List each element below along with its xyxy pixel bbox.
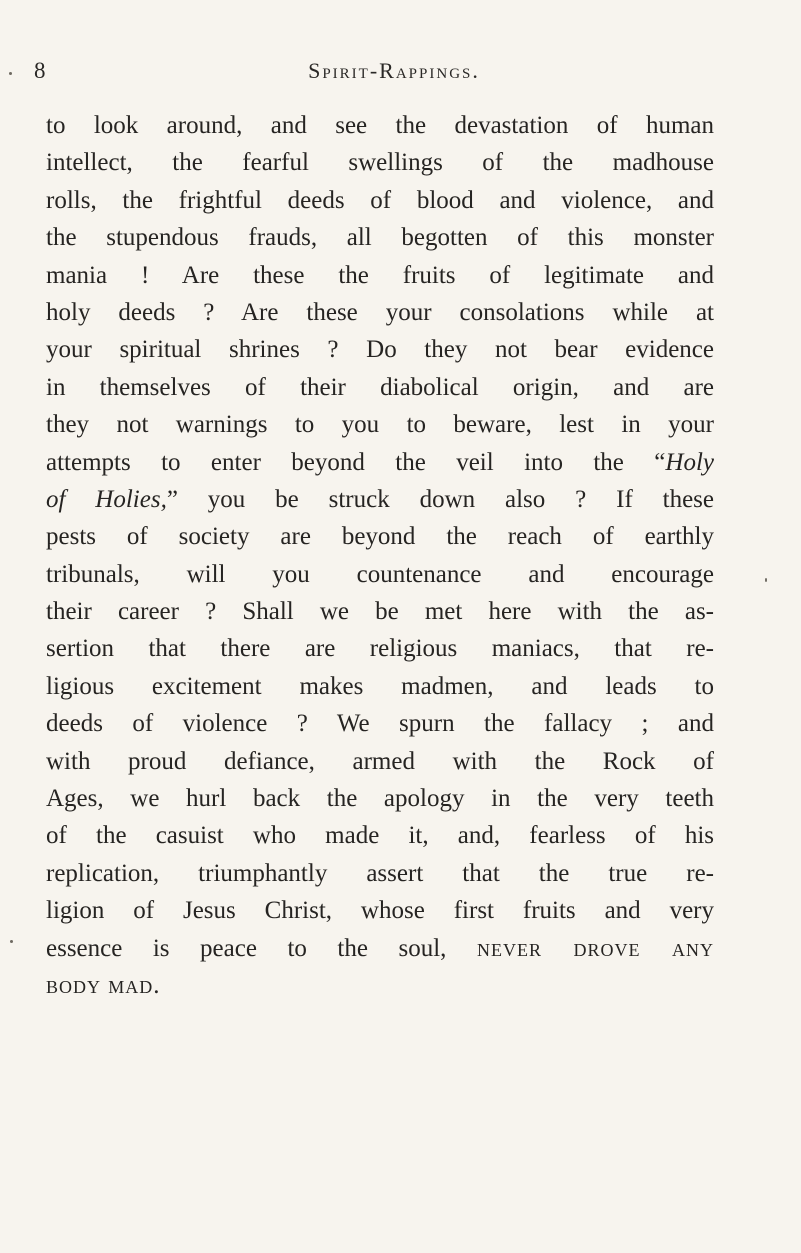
- text-line: rolls, the frightful deeds of blood and violence, and: [46, 186, 714, 214]
- text-line: ligion of Jesus Christ, whose first fruits and very: [46, 897, 714, 925]
- text-line: their career ? Shall we be met here with the as-: [46, 598, 714, 626]
- running-title: Spirit-Rappings.: [308, 58, 480, 83]
- text-line: sertion that there are religious maniacs, that re-: [46, 635, 714, 663]
- text-line: mania ! Are these the fruits of legitimate and: [46, 261, 714, 289]
- paper-speck: [765, 578, 767, 582]
- text-line: intellect, the fearful swellings of the madhouse: [46, 149, 714, 177]
- text-line: in themselves of their diabolical origin, and are: [46, 373, 714, 401]
- paper-speck: [9, 72, 12, 75]
- text-line: attempts to enter beyond the veil into the “Holy: [46, 448, 714, 476]
- running-head: [34, 58, 734, 88]
- text-line: replication, triumphantly assert that the true re-: [46, 859, 714, 887]
- text-line: of Holies,” you be struck down also ? If these: [46, 485, 715, 513]
- text-line: Ages, we hurl back the apology in the very teeth: [46, 785, 714, 813]
- emphasis-text: never drove any: [476, 934, 714, 962]
- text-line: ligious excitement makes madmen, and leads to: [46, 672, 714, 700]
- text-line: with proud defiance, armed with the Rock of: [46, 747, 714, 775]
- text-line: they not warnings to you to beware, lest in your: [46, 411, 714, 439]
- paper-speck: [10, 940, 13, 943]
- emphasis-text: Holy: [665, 448, 714, 476]
- text-line: holy deeds ? Are these your consolations while at: [46, 298, 714, 326]
- text-line: tribunals, will you countenance and encourage: [46, 560, 714, 588]
- text-line: [46, 967, 714, 1004]
- emphasis-text: body mad.: [46, 971, 161, 999]
- text-line: of the casuist who made it, and, fearless of his: [46, 822, 714, 850]
- text-line: essence is peace to the soul, never drove any: [46, 934, 714, 962]
- text-line: pests of society are beyond the reach of earthly: [46, 523, 714, 551]
- text-line: your spiritual shrines ? Do they not bear evidence: [46, 336, 714, 364]
- body-text: [46, 107, 714, 1004]
- page-number: 8: [34, 58, 46, 83]
- emphasis-text: of Holies,: [46, 485, 167, 513]
- text-line: to look around, and see the devastation of human: [46, 112, 714, 139]
- text-line: deeds of violence ? We spurn the fallacy ; and: [46, 710, 714, 738]
- text-line: the stupendous frauds, all begotten of this monster: [46, 224, 714, 252]
